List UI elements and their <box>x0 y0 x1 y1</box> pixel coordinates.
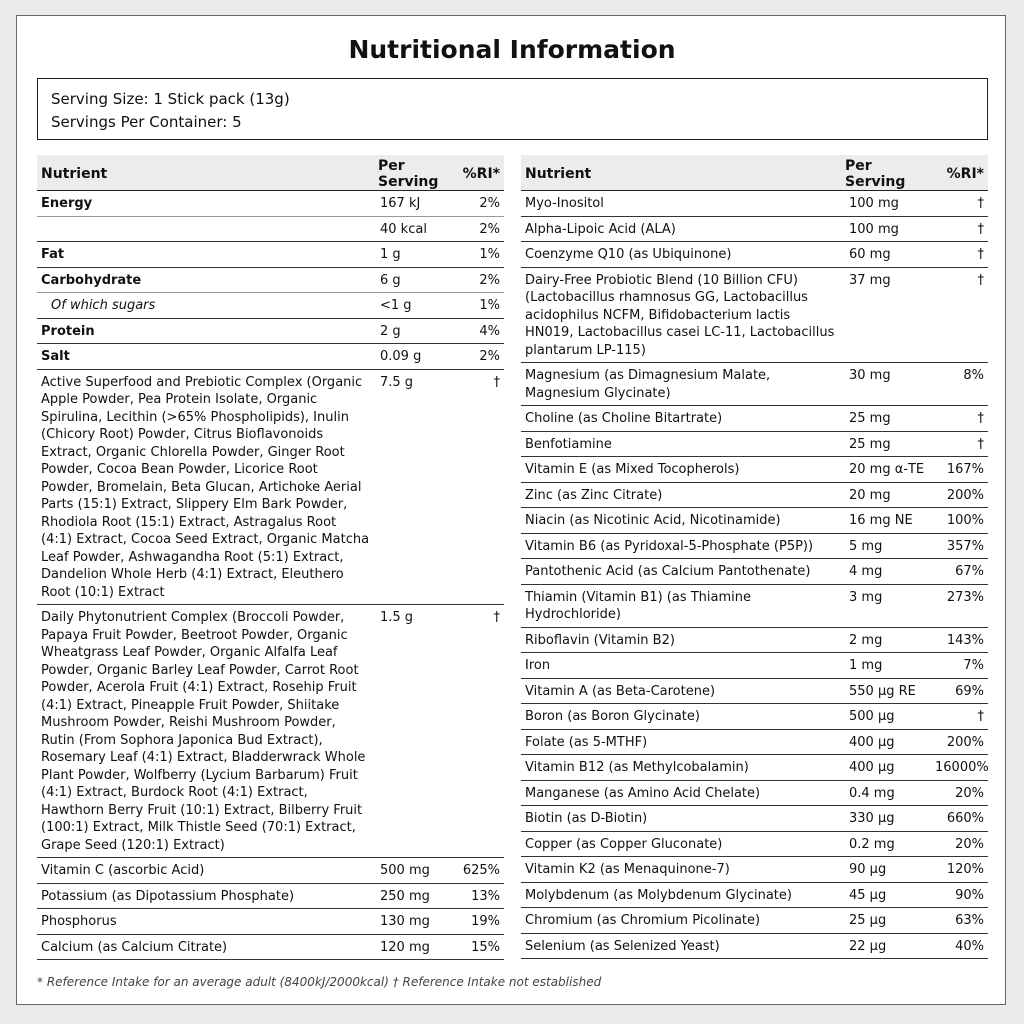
per-serving-amount: 4 mg <box>841 559 931 585</box>
ri-value: † <box>451 369 504 605</box>
table-row <box>521 933 988 959</box>
right-table-body <box>521 191 988 959</box>
header-per-serving: Per Serving <box>374 155 451 191</box>
table-row <box>521 267 988 363</box>
header-nutrient: Nutrient <box>521 155 841 191</box>
per-serving-amount: 45 µg <box>841 882 931 908</box>
ri-value: 69% <box>931 678 988 704</box>
table-row <box>37 344 504 370</box>
per-serving-amount: 167 kJ <box>374 191 451 217</box>
nutrient-name: Iron <box>521 653 841 679</box>
per-serving-amount: 400 µg <box>841 755 931 781</box>
per-serving-amount: 40 kcal <box>374 216 451 242</box>
per-serving-amount: 25 mg <box>841 406 931 432</box>
per-serving-amount: 500 mg <box>374 858 451 884</box>
table-row <box>521 704 988 730</box>
per-serving-amount: 130 mg <box>374 909 451 935</box>
table-row <box>521 242 988 268</box>
table-row <box>521 882 988 908</box>
table-row <box>37 191 504 217</box>
nutrient-name: Thiamin (Vitamin B1) (as Thiamine Hydrochloride) <box>521 584 841 627</box>
ri-value: † <box>931 216 988 242</box>
table-row <box>521 533 988 559</box>
table-row <box>521 559 988 585</box>
ri-value: † <box>931 267 988 363</box>
per-serving-amount: 100 mg <box>841 191 931 217</box>
ri-value: 100% <box>931 508 988 534</box>
ri-value: 200% <box>931 729 988 755</box>
per-serving-amount: 7.5 g <box>374 369 451 605</box>
nutrient-name: Myo-Inositol <box>521 191 841 217</box>
table-row <box>37 369 504 605</box>
ri-value: 16000% <box>931 755 988 781</box>
per-serving-amount: 25 mg <box>841 431 931 457</box>
nutrient-name: Vitamin K2 (as Menaquinone-7) <box>521 857 841 883</box>
nutrient-name: Vitamin A (as Beta-Carotene) <box>521 678 841 704</box>
per-serving-amount: 400 µg <box>841 729 931 755</box>
ri-value: † <box>931 704 988 730</box>
ri-value: 357% <box>931 533 988 559</box>
left-nutrient-table <box>37 155 504 960</box>
nutrient-name: Protein <box>37 318 374 344</box>
nutrient-name: Active Superfood and Prebiotic Complex (Organic Apple Powder, Pea Protein Isolate, Organic Spirulina, Lecithin (>65% Phospholipids), Inulin (Chicory Root) Powder, Citrus Bioflavonoids Extract, Organic Chlorella Powder, Ginger Root Powder, Cocoa Bean Powder, Licorice Root Powder, Bromelain, Beta Glucan, Artichoke Aerial Parts (15:1) Extract, Slippery Elm Bark Powder, Rhodiola Root (15:1) Extract, Astragalus Root (4:1) Extract, Cocoa Seed Extract, Organic Matcha Leaf Powder, Ashwagandha Root (5:1) Extract, Dandelion Whole Herb (4:1) Extract, Eleuthero Root (10:1) Extract <box>37 369 374 605</box>
header-ri: %RI* <box>931 155 988 191</box>
per-serving-amount: 20 mg α-TE <box>841 457 931 483</box>
nutrient-name: Magnesium (as Dimagnesium Malate, Magnesium Glycinate) <box>521 363 841 406</box>
table-row <box>521 755 988 781</box>
nutrient-name: Manganese (as Amino Acid Chelate) <box>521 780 841 806</box>
nutrient-name: Carbohydrate <box>37 267 374 293</box>
nutrient-name: Benfotiamine <box>521 431 841 457</box>
ri-value: † <box>931 191 988 217</box>
nutrient-name: Pantothenic Acid (as Calcium Pantothenate) <box>521 559 841 585</box>
nutrient-name: Phosphorus <box>37 909 374 935</box>
ri-value: 4% <box>451 318 504 344</box>
per-serving-amount: 6 g <box>374 267 451 293</box>
ri-value: 143% <box>931 627 988 653</box>
per-serving-amount: 25 µg <box>841 908 931 934</box>
per-serving-amount: 0.2 mg <box>841 831 931 857</box>
nutrient-name: Chromium (as Chromium Picolinate) <box>521 908 841 934</box>
table-row <box>521 627 988 653</box>
table-row <box>37 934 504 960</box>
ri-value: 90% <box>931 882 988 908</box>
per-serving-amount: 22 µg <box>841 933 931 959</box>
per-serving-amount: 0.09 g <box>374 344 451 370</box>
nutrient-name: Vitamin B12 (as Methylcobalamin) <box>521 755 841 781</box>
per-serving-amount: 30 mg <box>841 363 931 406</box>
nutrient-name: Choline (as Choline Bitartrate) <box>521 406 841 432</box>
ri-value: 2% <box>451 191 504 217</box>
table-row <box>521 216 988 242</box>
header-nutrient: Nutrient <box>37 155 374 191</box>
ri-value: 120% <box>931 857 988 883</box>
nutrient-name: Alpha-Lipoic Acid (ALA) <box>521 216 841 242</box>
nutrient-name: Molybdenum (as Molybdenum Glycinate) <box>521 882 841 908</box>
table-row <box>521 363 988 406</box>
ri-value: 625% <box>451 858 504 884</box>
table-row <box>521 806 988 832</box>
table-row <box>521 831 988 857</box>
nutrient-name: Coenzyme Q10 (as Ubiquinone) <box>521 242 841 268</box>
ri-value: 1% <box>451 242 504 268</box>
table-row <box>521 780 988 806</box>
ri-value: 19% <box>451 909 504 935</box>
footnote: * Reference Intake for an average adult (8400kJ/2000kcal) † Reference Intake not established <box>37 975 602 989</box>
per-serving-amount: 60 mg <box>841 242 931 268</box>
nutrient-name <box>37 216 374 242</box>
per-serving-amount: 3 mg <box>841 584 931 627</box>
table-row <box>37 909 504 935</box>
left-table-body <box>37 191 504 960</box>
table-row <box>521 908 988 934</box>
nutrient-name: Boron (as Boron Glycinate) <box>521 704 841 730</box>
table-row <box>521 653 988 679</box>
per-serving-amount: 2 g <box>374 318 451 344</box>
ri-value: 167% <box>931 457 988 483</box>
ri-value: 2% <box>451 216 504 242</box>
ri-value: † <box>931 431 988 457</box>
per-serving-amount: 1.5 g <box>374 605 451 858</box>
nutrient-name: Folate (as 5-MTHF) <box>521 729 841 755</box>
per-serving-amount: 330 µg <box>841 806 931 832</box>
nutrient-name: Potassium (as Dipotassium Phosphate) <box>37 883 374 909</box>
per-serving-amount: 1 mg <box>841 653 931 679</box>
ri-value: 20% <box>931 780 988 806</box>
nutrient-name: Dairy-Free Probiotic Blend (10 Billion CFU) (Lactobacillus rhamnosus GG, Lactobacillus acidophilus NCFM, Bifidobacterium lactis HN019, Lactobacillus casei LC-11, Lactobacillus plantarum LP-115) <box>521 267 841 363</box>
right-nutrient-table <box>521 155 988 959</box>
nutrient-name: Copper (as Copper Gluconate) <box>521 831 841 857</box>
ri-value: 8% <box>931 363 988 406</box>
nutrient-name: Energy <box>37 191 374 217</box>
table-header-row <box>37 155 504 191</box>
per-serving-amount: 90 µg <box>841 857 931 883</box>
header-per-serving: Per Serving <box>841 155 931 191</box>
ri-value: 200% <box>931 482 988 508</box>
ri-value: 2% <box>451 267 504 293</box>
table-row <box>521 729 988 755</box>
nutrition-panel <box>16 15 1006 1005</box>
ri-value: 15% <box>451 934 504 960</box>
per-serving-amount: 0.4 mg <box>841 780 931 806</box>
nutrient-name: Daily Phytonutrient Complex (Broccoli Powder, Papaya Fruit Powder, Beetroot Powder, Organic Wheatgrass Leaf Powder, Organic Alfalfa Leaf Powder, Organic Barley Leaf Powder, Carrot Root Powder, Acerola Fruit (4:1) Extract, Rosehip Fruit (4:1) Extract, Pineapple Fruit Powder, Shiitake Mushroom Powder, Reishi Mushroom Powder, Rutin (From Sophora Japonica Bud Extract), Rosemary Leaf (4:1) Extract, Bladderwrack Whole Plant Powder, Wolfberry (Lycium Barbarum) Fruit (4:1) Extract, Burdock Root (4:1) Extract, Hawthorn Berry Fruit (10:1) Extract, Bilberry Fruit (100:1) Extract, Milk Thistle Seed (70:1) Extract, Grape Seed (120:1) Extract) <box>37 605 374 858</box>
nutrient-name: Vitamin C (ascorbic Acid) <box>37 858 374 884</box>
ri-value: † <box>931 406 988 432</box>
table-row <box>37 605 504 858</box>
table-row <box>521 678 988 704</box>
table-row <box>521 508 988 534</box>
table-row <box>37 216 504 242</box>
per-serving-amount: <1 g <box>374 293 451 319</box>
nutrient-name: Vitamin E (as Mixed Tocopherols) <box>521 457 841 483</box>
table-row <box>37 883 504 909</box>
table-row <box>521 457 988 483</box>
table-row <box>37 318 504 344</box>
ri-value: 273% <box>931 584 988 627</box>
table-row <box>37 242 504 268</box>
ri-value: 13% <box>451 883 504 909</box>
table-row <box>37 858 504 884</box>
nutrient-name: Fat <box>37 242 374 268</box>
per-serving-amount: 20 mg <box>841 482 931 508</box>
nutrient-name: Selenium (as Selenized Yeast) <box>521 933 841 959</box>
ri-value: 63% <box>931 908 988 934</box>
table-row <box>37 293 504 319</box>
table-row <box>521 431 988 457</box>
header-ri: %RI* <box>451 155 504 191</box>
nutrient-name: Biotin (as D-Biotin) <box>521 806 841 832</box>
serving-info-box <box>37 78 988 140</box>
table-row <box>521 857 988 883</box>
nutrient-name: Calcium (as Calcium Citrate) <box>37 934 374 960</box>
per-serving-amount: 2 mg <box>841 627 931 653</box>
table-row <box>521 406 988 432</box>
table-row <box>521 482 988 508</box>
nutrient-name: Zinc (as Zinc Citrate) <box>521 482 841 508</box>
per-serving-amount: 5 mg <box>841 533 931 559</box>
ri-value: 67% <box>931 559 988 585</box>
ri-value: 40% <box>931 933 988 959</box>
table-row <box>37 267 504 293</box>
serving-size: Serving Size: 1 Stick pack (13g) <box>51 90 290 108</box>
ri-value: 20% <box>931 831 988 857</box>
ri-value: † <box>451 605 504 858</box>
table-row <box>521 191 988 217</box>
ri-value: 2% <box>451 344 504 370</box>
nutrient-name: Niacin (as Nicotinic Acid, Nicotinamide) <box>521 508 841 534</box>
per-serving-amount: 250 mg <box>374 883 451 909</box>
per-serving-amount: 100 mg <box>841 216 931 242</box>
per-serving-amount: 1 g <box>374 242 451 268</box>
ri-value: 1% <box>451 293 504 319</box>
nutrient-name: Vitamin B6 (as Pyridoxal-5-Phosphate (P5P)) <box>521 533 841 559</box>
page-title: Nutritional Information <box>348 35 676 64</box>
per-serving-amount: 500 µg <box>841 704 931 730</box>
per-serving-amount: 120 mg <box>374 934 451 960</box>
ri-value: 660% <box>931 806 988 832</box>
ri-value: 7% <box>931 653 988 679</box>
nutrient-name: Salt <box>37 344 374 370</box>
per-serving-amount: 37 mg <box>841 267 931 363</box>
ri-value: † <box>931 242 988 268</box>
nutrient-name: Of which sugars <box>37 293 374 319</box>
nutrient-name: Riboflavin (Vitamin B2) <box>521 627 841 653</box>
table-header-row <box>521 155 988 191</box>
per-serving-amount: 550 µg RE <box>841 678 931 704</box>
table-row <box>521 584 988 627</box>
per-serving-amount: 16 mg NE <box>841 508 931 534</box>
servings-per-container: Servings Per Container: 5 <box>51 113 242 131</box>
